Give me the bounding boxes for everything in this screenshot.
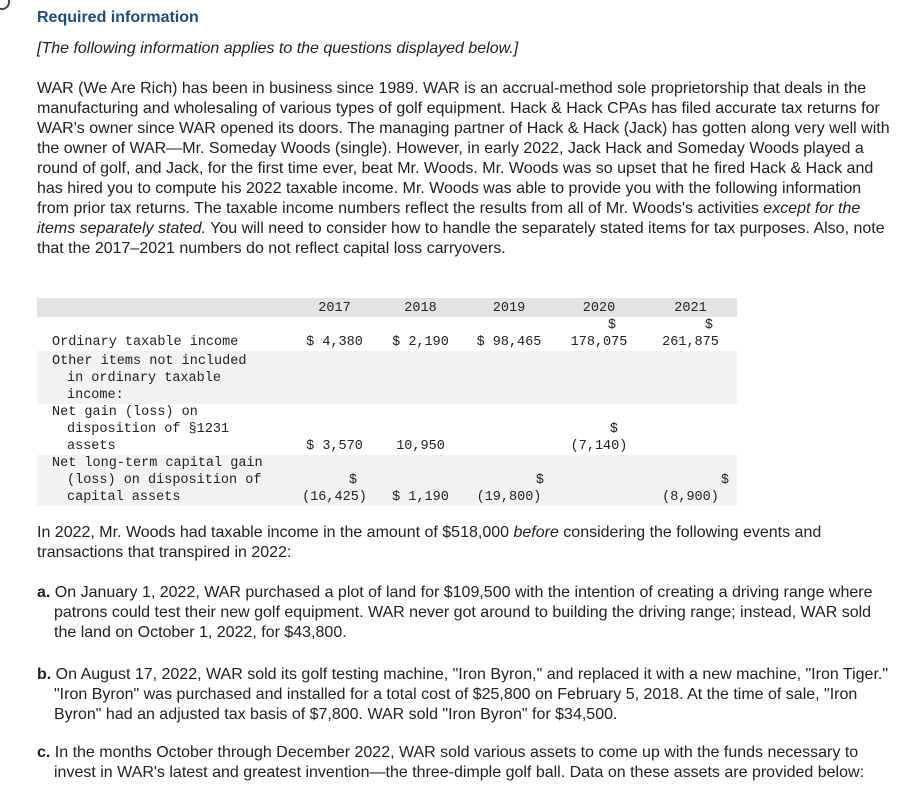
intro-part1: WAR (We Are Rich) has been in business since 1989. WAR is an accrual-method sole proprietorship that deals in the manufacturing and wholesaling of various types of golf equipment. Hack & Hack CPAs has filed accurate tax returns for WAR's owner since WAR opened its doors. The managing partner of Hack & Hack (Jack) has gotten along very well with the owner of WAR—Mr. Someday Woods (single). However, in early 2022, Jack Hack and Someday Woods played a round of golf, and Jack, for the first time ever, beat Mr. Woods. Mr. Woods was so upset that he fired Hack & Hack and has hired you to compute his 2022 taxable income. Mr. Woods was able to provide you with the following information from prior tax returns. The taxable income numbers reflect the results from all of Mr. Woods's activities [37,80,890,217]
row-label-other-l1: Other items not included [52,354,247,369]
item-a-text: On January 1, 2022, WAR purchased a plot of land for $109,500 with the intention of creating a driving range where patrons could test their new golf equipment. WAR never got around to building the driving range; instead, WAR sold the land on October 1, 2022, for $43,800. [54,584,873,641]
table-row-ordinary [37,317,737,351]
corner-ring-decoration [0,0,10,10]
item-b-text: On August 17, 2022, WAR sold its golf testing machine, "Iron Byron," and replaced it with a new machine, "Iron Tiger." "Iron Byron" was purchased and installed for a total cost of $25,800 on February 5, 2018. At the time of sale, "Iron Byron" had an adjusted tax basis of $7,800. WAR sold "Iron Byron" for $34,500. [54,666,889,723]
cell-ordinary-2021-sign: $ [704,318,713,333]
cell-ltcg-2019-sign: $ [535,473,544,488]
cell-ltcg-2021: (8,900) [662,490,719,505]
cell-ltcg-2018: $ 1,190 [377,455,464,506]
table-row-1231 [37,404,737,455]
row-label-ltcg-l1: Net long-term capital gain [52,456,263,471]
item-c-text: In the months October through December 2022, WAR sold various assets to come up with the funds necessary to invest in WAR's latest and greatest invention—the three-dimple golf ball. Data on these assets are provided below: [54,744,865,781]
row-label-other-l2: in ordinary taxable [67,371,221,386]
item-b-letter: b. [37,666,52,683]
cell-ordinary-2020-sign: $ [607,318,616,333]
row-label-ltcg-l2: (loss) on disposition of [67,473,262,488]
applies-note: [The following information applies to the questions displayed below.] [37,40,519,57]
para-2022-part1: In 2022, Mr. Woods had taxable income in the amount of $518,000 [37,524,514,541]
row-label-other-l3: income: [67,388,124,403]
cell-ltcg-2021-sign: $ [720,473,729,488]
cell-ordinary-2018: $ 2,190 [392,335,449,350]
para-2022-emphasis: before [513,524,559,541]
list-item-b [37,665,897,725]
required-information-heading: Required information [37,9,199,26]
cell-1231-2018: 10,950 [396,439,445,454]
cell-ltcg-2017-sign: $ [348,473,357,488]
cell-1231-2020: (7,140) [570,439,628,454]
cell-1231-2017: $ 3,570 [306,439,363,454]
intro-part2: You will need to consider how to handle the separately stated items for tax purposes. Also, note that the 2017–2021 numbers do not reflect capital loss carryovers. [37,220,885,257]
header-2020: 2020 [554,298,644,317]
table-row-other-items [37,351,737,404]
header-blank [37,298,292,317]
list-item-a [37,583,897,643]
header-2018: 2018 [377,298,464,317]
header-2019: 2019 [464,298,554,317]
row-label-ltcg-l3: capital assets [67,490,181,505]
cell-ordinary-2021: 261,875 [662,335,719,350]
cell-ltcg-2017: (16,425) [302,490,367,505]
row-label-1231-l3: assets [67,439,116,454]
cell-ordinary-2017: $ 4,380 [306,335,363,350]
cell-ltcg-2019: (19,800) [476,490,542,505]
cell-ordinary-2019: $ 98,465 [476,335,542,350]
table-row-ltcg [37,455,737,506]
prior-returns-table-wrapper [37,298,737,506]
intro-emphasis: except for the items separately stated. [37,200,861,237]
cell-1231-2020-sign: $ [609,422,618,437]
table-header-row [37,298,737,317]
header-2017: 2017 [292,298,377,317]
prior-returns-table [37,298,737,506]
list-item-c [37,743,897,783]
row-label-1231-l1: Net gain (loss) on [52,405,198,420]
row-label-ordinary: Ordinary taxable income [52,335,239,350]
header-2021: 2021 [644,298,737,317]
row-label-1231-l2: disposition of §1231 [67,422,230,437]
item-c-letter: c. [37,744,51,761]
taxable-income-2022-paragraph [37,523,897,563]
cell-ordinary-2020: 178,075 [570,335,628,350]
intro-paragraph [37,79,897,259]
item-a-letter: a. [37,584,51,601]
para-2022-part2: considering the following events and transactions that transpired in 2022: [37,524,822,561]
